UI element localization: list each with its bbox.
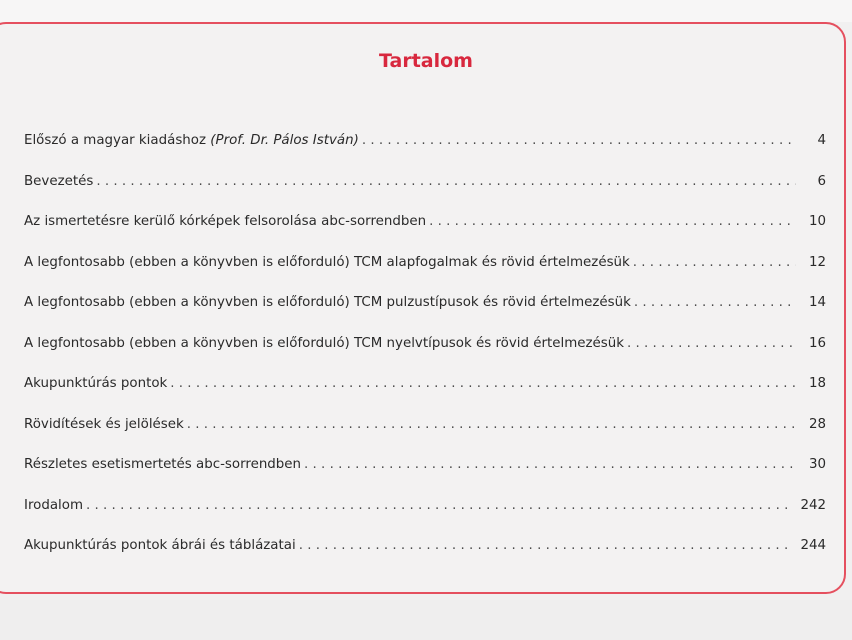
toc-entry-label: Akupunktúrás pontok <box>24 376 168 391</box>
toc-entry <box>24 255 826 296</box>
toc-entry <box>24 417 826 458</box>
toc-entry-page: 6 <box>817 173 826 189</box>
toc-entry <box>24 133 826 174</box>
toc-entry-page: 16 <box>808 335 826 351</box>
toc-leader-dots <box>86 498 790 513</box>
toc-entry <box>24 214 826 255</box>
toc-entry-author: (Prof. Dr. Pálos István) <box>210 133 359 148</box>
toc-entry-page: 30 <box>808 457 826 472</box>
toc-entry-label: Bevezetés <box>24 173 94 189</box>
toc-leader-dots <box>627 336 796 351</box>
toc-entry <box>24 174 826 215</box>
toc-leader-dots <box>304 457 796 472</box>
toc-leader-dots <box>170 376 796 391</box>
toc-entry-label: A legfontosabb (ebben a könyvben is előforduló) TCM alapfogalmak és rövid értelmezésük <box>24 254 630 270</box>
toc-leader-dots <box>96 174 796 189</box>
toc-leader-dots <box>299 538 791 553</box>
toc-entry-page: 244 <box>800 538 826 553</box>
toc-entry-page: 242 <box>800 497 826 513</box>
toc-entry <box>24 295 826 336</box>
toc-entry <box>24 336 826 377</box>
toc-entry <box>24 538 826 579</box>
toc-entry-label: A legfontosabb (ebben a könyvben is előforduló) TCM pulzustípusok és rövid értelmezésük <box>24 295 631 310</box>
toc-entry-label: Akupunktúrás pontok ábrái és táblázatai <box>24 538 296 553</box>
toc-leader-dots <box>187 417 796 432</box>
toc-entry-page: 14 <box>808 295 826 310</box>
toc-entry-page: 28 <box>808 416 826 432</box>
toc-entry-label: Az ismertetésre kerülő kórképek felsorolása abc-sorrendben <box>24 214 427 229</box>
toc-entry-label: Részletes esetismertetés abc-sorrendben <box>24 457 302 472</box>
toc-entry-label: A legfontosabb (ebben a könyvben is előforduló) TCM nyelvtípusok és rövid értelmezésük <box>24 335 624 351</box>
toc-leader-dots <box>634 295 796 310</box>
toc-entry <box>24 498 826 539</box>
toc-entry-page: 10 <box>808 214 826 229</box>
toc-entry-page: 12 <box>808 254 826 270</box>
toc-entry <box>24 376 826 417</box>
page-bottom-margin <box>0 600 852 640</box>
page-title: Tartalom <box>379 50 473 72</box>
toc-leader-dots <box>429 214 796 229</box>
page-top-margin <box>0 0 852 22</box>
table-of-contents <box>24 133 826 579</box>
toc-leader-dots <box>362 133 796 148</box>
toc-entry-label: Irodalom <box>24 497 84 513</box>
toc-entry-label: Előszó a magyar kiadáshoz (Prof. Dr. Pálos István) <box>24 133 359 148</box>
toc-entry-label: Rövidítések és jelölések <box>24 416 184 432</box>
toc-entry-page: 4 <box>817 133 826 148</box>
toc-leader-dots <box>633 255 796 270</box>
toc-entry <box>24 457 826 498</box>
toc-entry-page: 18 <box>808 376 826 391</box>
